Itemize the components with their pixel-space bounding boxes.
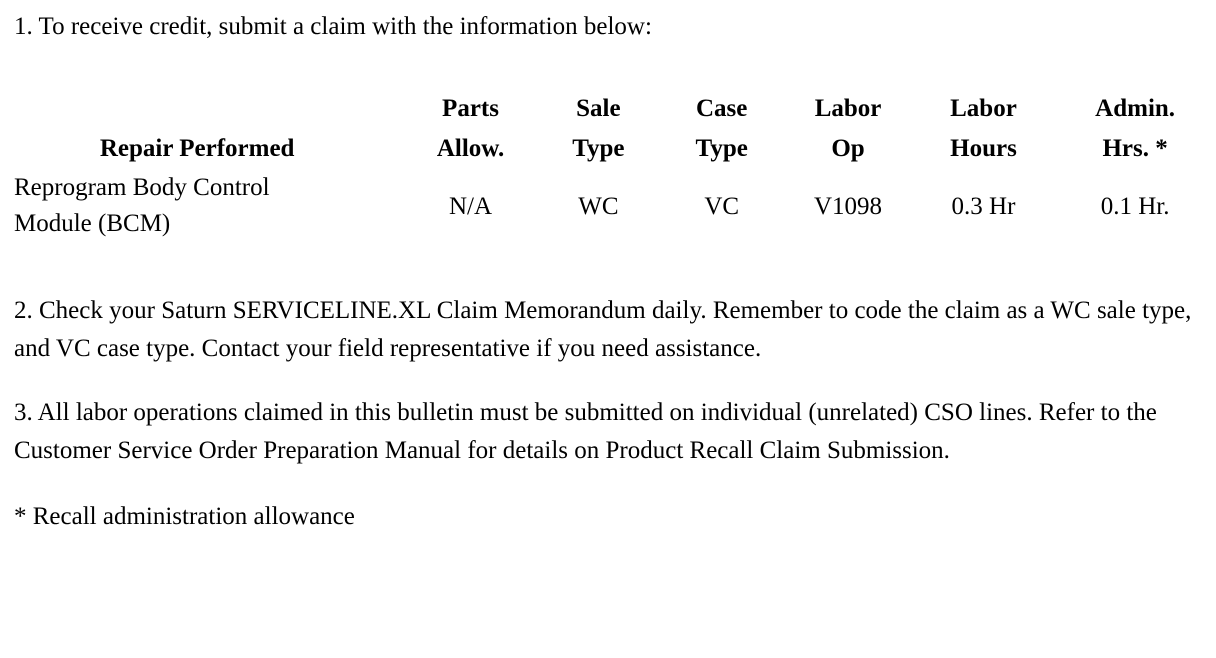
cell-repair-performed — [0, 170, 404, 242]
header-parts-allow-line2: Allow. — [436, 135, 505, 162]
header-labor-hours-line2: Hours — [950, 135, 1017, 162]
claim-information-table — [0, 90, 1216, 242]
cell-labor-op: V1098 — [814, 192, 883, 220]
header-admin-hrs-line1: Admin. — [1095, 95, 1176, 122]
header-sale-type-line1: Sale — [576, 95, 621, 122]
header-sale-type-line2: Type — [572, 135, 625, 162]
paragraph-3: 3. All labor operations claimed in this bulletin must be submitted on individual (unrelated) CSO lines. Refer to the Customer Service Order Preparation Manual for details on Product Recall Claim Submission. — [14, 399, 1157, 464]
spacer — [0, 242, 1216, 266]
table-row — [0, 170, 1216, 242]
footnote-recall-admin-allowance: * Recall administration allowance — [14, 503, 355, 530]
cell-sale-type: WC — [578, 192, 619, 220]
header-admin-hrs-line2: Hrs. * — [1102, 135, 1168, 162]
header-case-type-line1: Case — [695, 95, 748, 122]
cell-case-type: VC — [704, 192, 740, 220]
header-labor-op-line2: Op — [831, 135, 865, 162]
repair-text-line2: Module (BCM) — [14, 210, 171, 237]
header-parts-allow-line1: Parts — [442, 95, 499, 122]
header-labor-hours-line1: Labor — [950, 95, 1017, 122]
header-labor-op-line1: Labor — [814, 95, 882, 122]
cell-parts-allow: N/A — [448, 192, 493, 220]
header-repair-performed: Repair Performed — [99, 135, 295, 162]
header-case-type-line2: Type — [695, 135, 748, 162]
paragraph-2: 2. Check your Saturn SERVICELINE.XL Claim Memorandum daily. Remember to code the claim as a WC sale type, and VC case type. Contact your field representative if you need assistance. — [14, 297, 1192, 362]
cell-admin-hours: 0.1 Hr. — [1100, 192, 1170, 220]
repair-text-line1: Reprogram Body Control — [14, 174, 270, 201]
header-repair-spacer — [0, 90, 404, 130]
intro-paragraph: 1. To receive credit, submit a claim with the information below: — [14, 13, 652, 40]
table-header-row-top — [0, 90, 1216, 130]
table-header-row-bottom — [0, 130, 1216, 170]
cell-labor-hours: 0.3 Hr — [951, 192, 1016, 220]
